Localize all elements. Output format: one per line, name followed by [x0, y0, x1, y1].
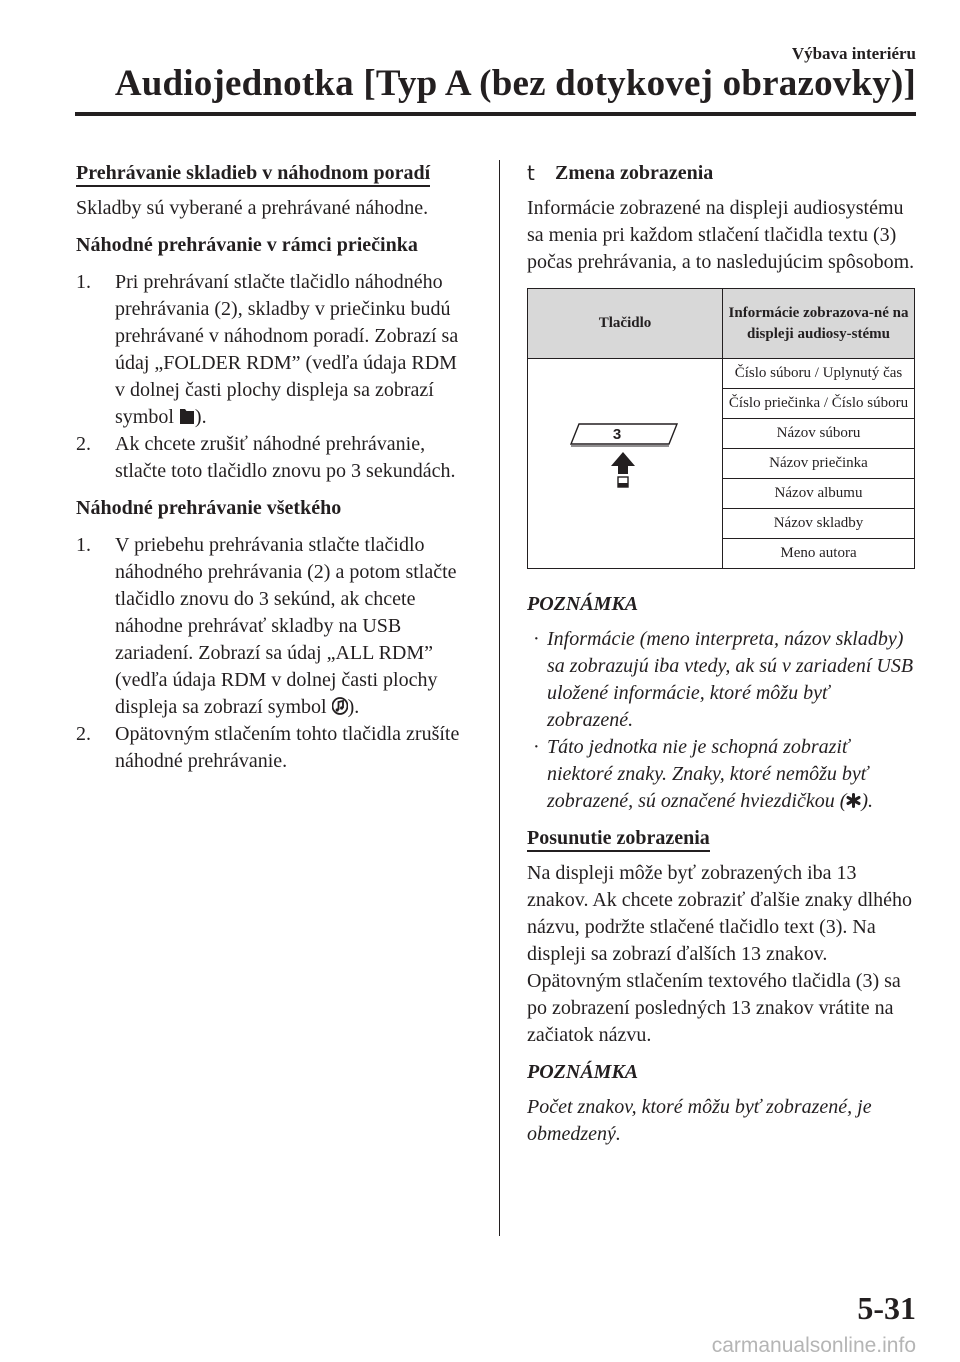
text-button-3	[565, 420, 685, 500]
table-cell-info: Číslo súboru / Uplynutý čas	[723, 359, 915, 389]
asterisk-icon	[846, 789, 861, 804]
step-text-end: ).	[347, 696, 360, 718]
step-number: 1.	[76, 271, 91, 293]
note-label: POZNÁMKA	[527, 593, 639, 615]
left-column	[76, 160, 468, 785]
scroll-display-text: Na displeji môže byť zobrazených iba 13 znakov. Ak chcete zobraziť ďalšie znaky dlhého názvu, podržte stlačené tlačidlo text (3). Na displeji sa zobrazí ďalších 13 znakov. Opätovným stlačením textového tlačidla (3) sa po zobrazení posledných 13 znakov vrátite na začiatok názvu.	[527, 862, 913, 1046]
button-label: 3	[612, 426, 622, 443]
step-number: 1.	[76, 534, 91, 556]
table-cell-info: Názov skladby	[723, 509, 915, 539]
all-step-2	[76, 721, 468, 775]
page-title: Audiojednotka [Typ A (bez dotykovej obrazovky)]	[114, 63, 916, 104]
shuffle-all-icon	[332, 696, 348, 714]
step-text: V priebehu prehrávania stlačte tlačidlo náhodného prehrávania (2) a potom stlačte tlačidlo znovu do 3 sekúnd, ak chcete náhodne prehrávať skladby na USB zariadení. Zobrazí sa údaj „ALL RDM” (vedľa údaja RDM v dolnej časti plochy displeja sa zobrazí symbol	[115, 534, 457, 718]
note-label: POZNÁMKA	[527, 1061, 639, 1083]
table-cell-info: Názov priečinka	[723, 449, 915, 479]
table-header-row	[528, 289, 915, 359]
display-change-title: Zmena zobrazenia	[555, 162, 714, 184]
page-number: 5-31	[857, 1290, 916, 1326]
note-text: Informácie (meno interpreta, názov skladby) sa zobrazujú iba vtedy, ak sú v zariadení USB uložené informácie, ktoré môžu byť zobrazené.	[547, 628, 914, 731]
header-rule	[75, 112, 916, 116]
table-header-button: Tlačidlo	[528, 289, 723, 359]
watermark: carmanualsonline.info	[711, 1334, 916, 1357]
step-text: Ak chcete zrušiť náhodné prehrávanie, stlačte toto tlačidlo znovu po 3 sekundách.	[115, 433, 456, 482]
folder-random-steps	[76, 269, 468, 485]
note-text: Počet znakov, ktoré môžu byť zobrazené, je obmedzený.	[527, 1096, 872, 1145]
folder-step-2	[76, 431, 468, 485]
folder-random-heading: Náhodné prehrávanie v rámci priečinka	[76, 234, 418, 256]
column-divider	[499, 160, 500, 1236]
step-text: Pri prehrávaní stlačte tlačidlo náhodného prehrávania (2), skladby v priečinku budú prehrávané v náhodnom poradí. Zobrazí sa údaj „FOLDER RDM” (vedľa údaja RDM v dolnej časti plochy displeja sa zobrazí symbol	[115, 271, 459, 428]
note-list	[527, 626, 917, 815]
folder-icon	[179, 406, 195, 424]
button-illustration-cell	[528, 359, 723, 569]
note-item	[527, 626, 917, 734]
table-row	[528, 359, 915, 389]
note-text: Táto jednotka nie je schopná zobraziť niektoré znaky. Znaky, ktoré nemôžu byť zobrazené, sú označené hviezdičkou (	[547, 736, 869, 812]
random-intro: Skladby sú vyberané a prehrávané náhodne.	[76, 197, 429, 219]
display-info-table	[527, 288, 915, 569]
all-step-1	[76, 532, 468, 721]
scroll-display-heading: Posunutie zobrazenia	[527, 825, 917, 852]
note-text-end: ).	[861, 790, 874, 812]
right-column	[527, 160, 917, 1158]
step-text: Opätovným stlačením tohto tlačidla zrušíte náhodné prehrávanie.	[115, 723, 460, 772]
table-header-info: Informácie zobrazova-né na displeji audiosy-stému	[723, 289, 915, 359]
all-random-heading: Náhodné prehrávanie všetkého	[76, 497, 342, 519]
table-cell-info: Meno autora	[723, 539, 915, 569]
random-playback-heading: Prehrávanie skladieb v náhodnom poradí	[76, 160, 468, 187]
step-number: 2.	[76, 433, 91, 455]
step-number: 2.	[76, 723, 91, 745]
section-name: Výbava interiéru	[791, 44, 916, 63]
press-arrow-icon	[611, 452, 635, 487]
folder-step-1	[76, 269, 468, 431]
note-item	[527, 734, 917, 815]
step-text-end: ).	[194, 406, 207, 428]
display-change-heading	[527, 160, 917, 187]
table-cell-info: Číslo priečinka / Číslo súboru	[723, 389, 915, 419]
display-change-intro: Informácie zobrazené na displeji audiosystému sa menia pri každom stlačení tlačidla textu (3) počas prehrávania, a to nasledujúcim spôsobom.	[527, 197, 915, 273]
table-cell-info: Názov súboru	[723, 419, 915, 449]
note-bullet: ·	[533, 736, 540, 758]
section-bullet: t	[527, 161, 535, 185]
all-random-steps	[76, 532, 468, 775]
note-bullet: ·	[533, 628, 540, 650]
table-cell-info: Názov albumu	[723, 479, 915, 509]
